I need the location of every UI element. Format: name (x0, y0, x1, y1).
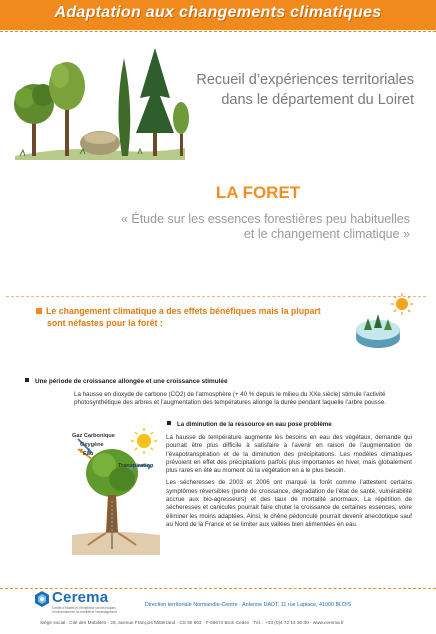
point-2-paragraph-2: Les sécheresses de 2003 et 2006 ont marqué la forêt comme l’attestent certains symptômes réversibles (perte de croissance, dégradation de l’état de santé, vulnérabilité accrue aux bio-agresseurs) et des taux de mortalité anormaux. La répétition de sécheresses et canicules pourrait faire chuter la croissance de certaines essences, voire éliminer les moins adaptées. Ainsi, le chêne pédonculé pourrait devenir anecdotique sauf au Nord de la France et se limiter aux vallées bien alimentées en eau. (166, 479, 412, 528)
diagram-label-water: Eau (83, 451, 94, 457)
diagram-label-transpiration: Transpiration (118, 463, 154, 469)
subtitle-line-1: « Étude sur les essences forestières peu habituelles (120, 212, 410, 226)
recueil-line-2: dans le département du Loiret (221, 92, 414, 108)
diagram-label-gas: Gaz Carbonique (72, 433, 115, 439)
subtitle-line-2: et le changement climatique » (243, 227, 410, 241)
point-2-paragraph-1: La hausse de température augmente les besoins en eau des végétaux, demande qui pourrait être plus difficile à satisfaire à l’avenir en raison de l’augmentation de l’évapotranspiration et de la diminution des précipitations. Les modèles climatiques prévoient en effet des précipitations parfois plus importantes en hiver, mais globalement plus rares en été au moment où la végétation en a le plus besoin. (166, 434, 412, 475)
lead-line-1: Le changement climatique a des effets bénéfiques mais la plupart (46, 306, 321, 316)
point-2-heading: La diminution de la ressource en eau pose problème (177, 421, 332, 428)
footer-direction: Direction territoriale Normandie-Centre · Antenne DADT, 11 rue Laplace, 41000 BLOIS (145, 602, 352, 608)
header-banner (0, 0, 436, 30)
cerema-logo: Cerema (52, 589, 109, 606)
banner-divider (0, 31, 436, 32)
lead-statement (36, 305, 321, 329)
climate-illustration (350, 292, 420, 352)
point-1-title (25, 378, 228, 385)
point-2-text (166, 434, 412, 533)
section-subtitle (121, 212, 410, 242)
lead-line-2: sont néfastes pour la forêt : (47, 318, 163, 328)
recueil-line-1: Recueil d’expériences territoriales (196, 72, 414, 88)
cerema-logo-icon (34, 590, 50, 608)
point-1-text: La hausse en dioxyde de carbone (CO2) de l’atmosphère (+ 40 % depuis le milieu du XXe siècle) stimule l’activité photosynthétique des arbres et l’augmentation des températures allonge la durée pendant laquelle l’arbre pousse. (74, 391, 386, 406)
point-2-title (167, 421, 332, 428)
forest-illustration (10, 38, 190, 168)
section-title: LA FORET (215, 183, 301, 202)
bullet-icon (167, 421, 171, 425)
cerema-tagline: Centre d’études et d’expertise sur les risques, l’environnement, la mobilité et l’aménagement (52, 606, 117, 614)
diagram-label-oxygen: Oxygène (80, 442, 104, 448)
bullet-icon (25, 378, 29, 382)
orange-square-icon (36, 308, 42, 314)
point-1-heading: Une période de croissance allongée et une croissance stimulée (35, 378, 228, 385)
recueil-title (196, 70, 414, 110)
footer-siege: Siège social : Cité des Mobilités · 25, avenue François Mitterrand · CS 92 803 · F-69674 Bron Cedex · Tél. : +33 (0)4 72 14 30 30 · www.cerema.fr (40, 620, 344, 625)
banner-title: Adaptation aux changements climatiques (54, 4, 382, 21)
